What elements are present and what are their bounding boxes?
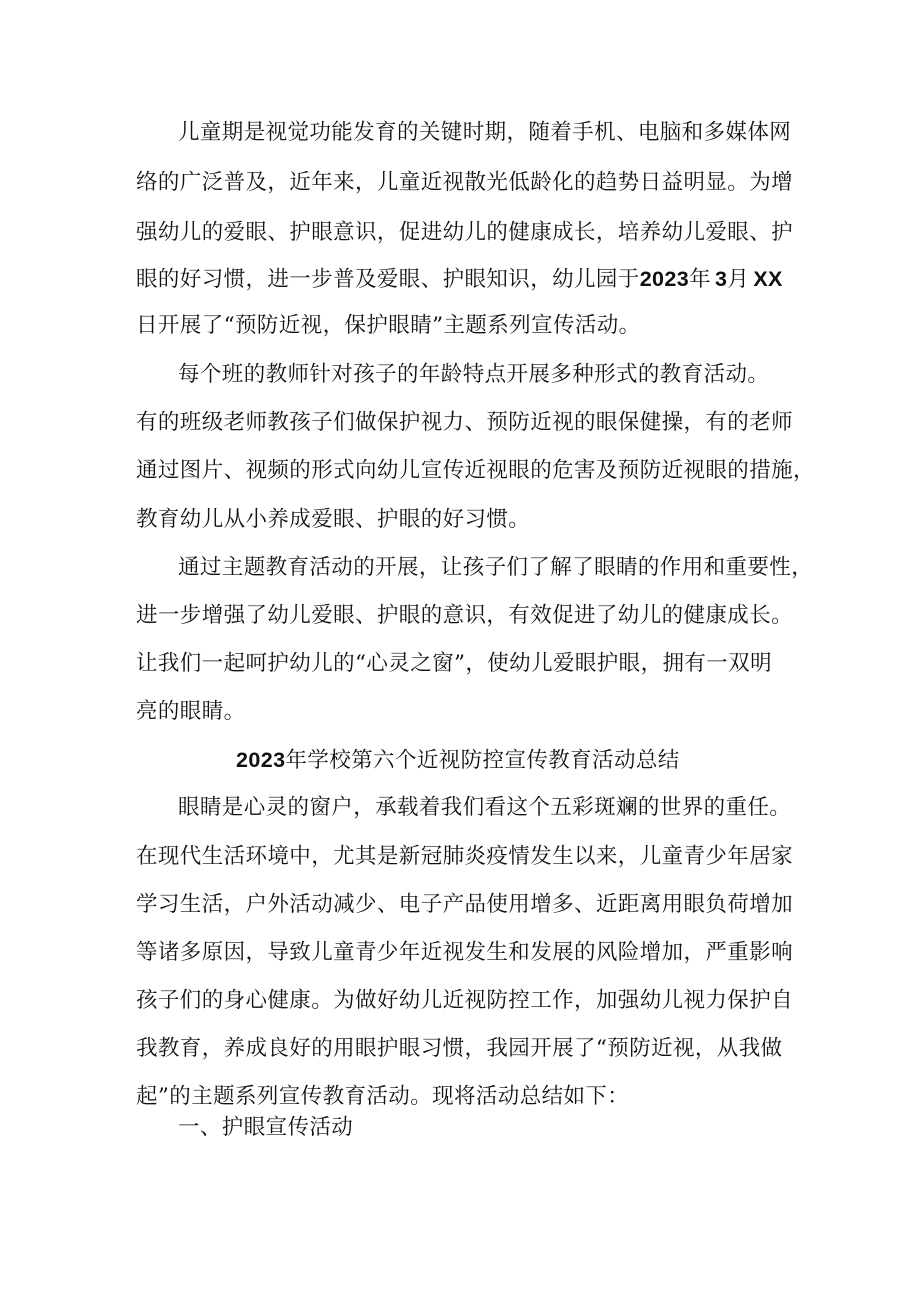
paragraph-3-line-2: 进一步增强了幼儿爱眼、护眼的意识，有效促进了幼儿的健康成长。 <box>136 603 794 628</box>
section-heading <box>236 745 680 776</box>
line-text: 眼的好习惯，进一步普及爱眼、护眼知识，幼儿园于 <box>136 267 640 292</box>
paragraph-1-line-3: 强幼儿的爱眼、护眼意识，促进幼儿的健康成长，培养幼儿爱眼、护 <box>136 220 794 245</box>
line-text: 月 <box>727 267 750 292</box>
date-month: 3 <box>715 267 728 291</box>
paragraph-1-line-1: 儿童期是视觉功能发育的关键时期，随着手机、电脑和多媒体网 <box>178 120 792 145</box>
paragraph-2-line-3: 通过图片、视频的形式向幼儿宣传近视眼的危害及预防近视眼的措施， <box>136 458 815 483</box>
summary-line-2: 在现代生活环境中，尤其是新冠肺炎疫情发生以来，儿童青少年居家 <box>136 844 794 869</box>
summary-line-3: 学习生活，户外活动减少、电子产品使用增多、近距离用眼负荷增加 <box>136 892 794 917</box>
paragraph-1-line-4 <box>136 264 783 295</box>
heading-year: 2023 <box>236 748 286 772</box>
line-text: 年 <box>689 267 712 292</box>
summary-line-7: 起”的主题系列宣传教育活动。现将活动总结如下： <box>136 1084 630 1109</box>
paragraph-3-line-3: 让我们一起呵护幼儿的“心灵之窗”，使幼儿爱眼护眼，拥有一双明 <box>136 651 772 676</box>
paragraph-1-line-5: 日开展了“预防近视，保护眼睛”主题系列宣传活动。 <box>136 313 641 338</box>
paragraph-3-line-1: 通过主题教育活动的开展，让孩子们了解了眼睛的作用和重要性， <box>178 555 814 580</box>
summary-line-1: 眼睛是心灵的窗户，承载着我们看这个五彩斑斓的世界的重任。 <box>178 795 792 820</box>
heading-text: 年学校第六个近视防控宣传教育活动总结 <box>285 748 680 773</box>
paragraph-2-line-2: 有的班级老师教孩子们做保护视力、预防近视的眼保健操，有的老师 <box>136 410 794 435</box>
date-year: 2023 <box>639 267 690 291</box>
summary-line-5: 孩子们的身心健康。为做好幼儿近视防控工作，加强幼儿视力保护自 <box>136 988 794 1013</box>
paragraph-2-line-4: 教育幼儿从小养成爱眼、护眼的好习惯。 <box>136 507 531 532</box>
paragraph-1-line-2: 络的广泛普及，近年来，儿童近视散光低龄化的趋势日益明显。为增 <box>136 170 794 195</box>
date-day: XX <box>753 267 783 291</box>
subsection-title: 一、护眼宣传活动 <box>178 1115 354 1140</box>
summary-line-4: 等诸多原因，导致儿童青少年近视发生和发展的风险增加，严重影响 <box>136 940 794 965</box>
summary-line-6: 我教育，养成良好的用眼护眼习惯，我园开展了“预防近视，从我做 <box>136 1036 783 1061</box>
paragraph-3-line-4: 亮的眼睛。 <box>136 699 246 724</box>
paragraph-2-line-1: 每个班的教师针对孩子的年龄特点开展多种形式的教育活动。 <box>178 362 770 387</box>
